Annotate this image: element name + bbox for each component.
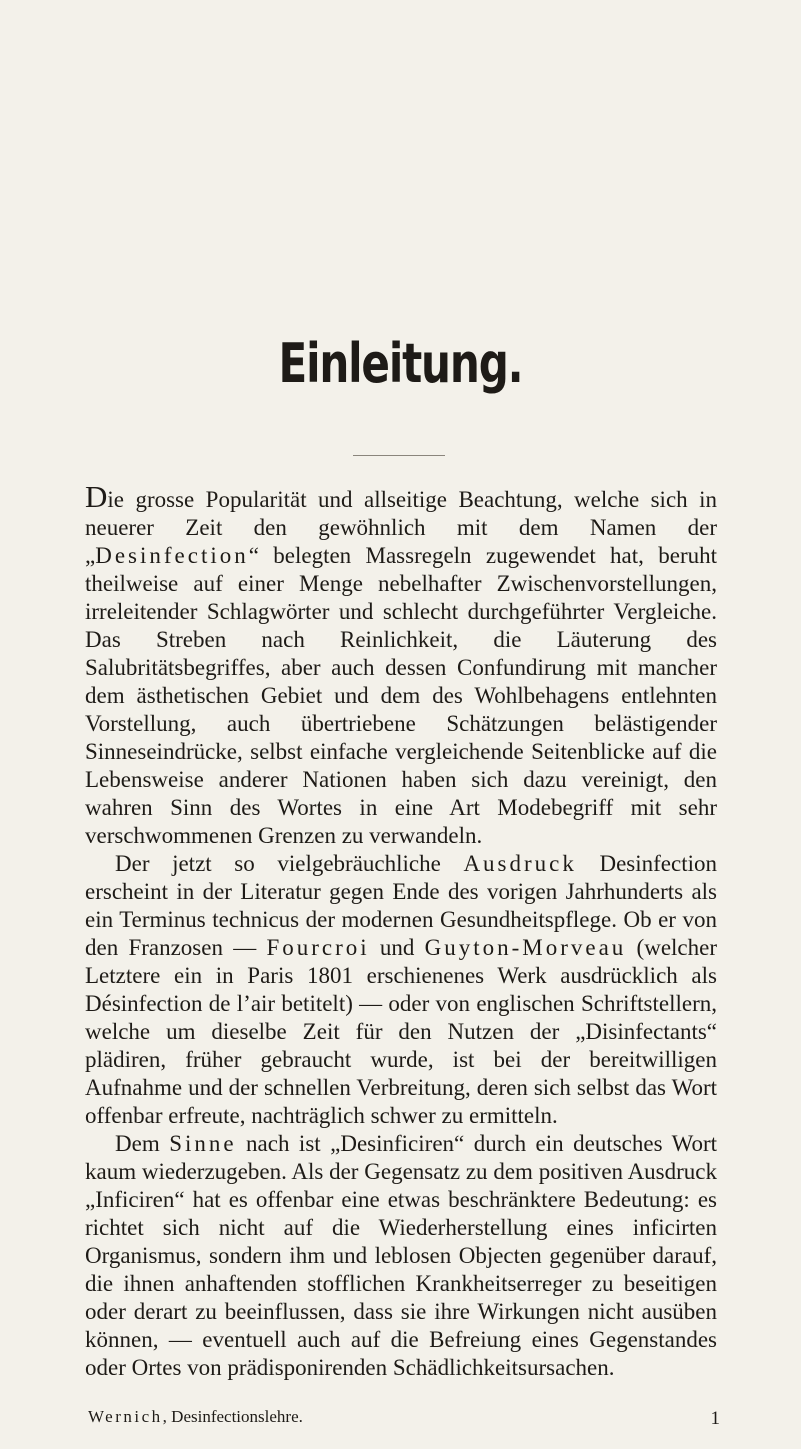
spaced-term: Sinne: [169, 1131, 237, 1156]
text-segment: (welcher Letztere ein in Paris 1801 erschienenes Werk ausdrücklich als Désinfection de l’air betitelt) — oder von englischen Schriftstellern, welche um dieselbe Zeit für den Nutzen der „Disinfectants“ plädiren, früher gebraucht wurde, ist bei der bereitwilligen Aufnahme und der schnellen Verbreitung, deren sich selbst das Wort offenbar erfreute, nachträglich schwer zu ermitteln.: [85, 935, 717, 1128]
text-segment: nach ist „Desinficiren“ durch ein deutsches Wort kaum wiederzugeben. Als der Gegensatz zu dem positiven Ausdruck „Inficiren“ hat es offenbar eine etwas beschränktere Bedeutung: es richtet sich nicht auf die Wiederherstellung eines inficirten Organismus, sondern ihm und leblosen Objecten gegenüber darauf, die ihnen anhaftenden stofflichen Krankheitserreger zu beseitigen oder derart zu beeinflussen, dass sie ihre Wirkungen nicht ausüben können, — eventuell auch auf die Befreiung eines Gegenstandes oder Ortes von prädisponirenden Schädlichkeitsursachen.: [85, 1131, 717, 1380]
footer-author: Wernich: [88, 1407, 163, 1426]
page-footer: [88, 1406, 720, 1428]
paragraph-3: [85, 1130, 717, 1382]
drop-initial: D: [85, 479, 108, 514]
text-segment: “ belegten Massregeln zugewendet hat, beruht theilweise auf einer Menge nebelhafter Zwischenvorstellungen, irreleitender Schlagwörter und schlecht durchgeführter Vergleiche. Das Streben nach Reinlichkeit, die Läuterung des Salubritätsbegriffes, aber auch dessen Confundirung mit mancher dem ästhetischen Gebiet und dem des Wohlbehagens entlehnten Vorstellung, auch übertriebene Schätzungen belästigender Sinneseindrücke, selbst einfache vergleichende Seitenblicke auf die Lebensweise anderer Nationen haben sich dazu vereinigt, den wahren Sinn des Wortes in eine Art Modebegriff mit sehr verschwommenen Grenzen zu verwandeln.: [85, 543, 717, 848]
spaced-name: Fourcroi: [266, 935, 370, 960]
spaced-name: Guyton-Morveau: [424, 935, 627, 960]
paragraph-2: [85, 850, 717, 1130]
text-segment: Der jetzt so vielgebräuchliche: [115, 851, 464, 876]
footer-work: , Desinfectionslehre.: [162, 1407, 303, 1426]
page-number: 1: [710, 1408, 720, 1429]
text-segment: Dem: [115, 1131, 170, 1156]
title-divider: [353, 455, 445, 456]
spaced-term: Desinfection: [95, 543, 249, 568]
text-segment: und: [369, 935, 425, 960]
chapter-title: Einleitung.: [278, 332, 523, 395]
text-segment: ie grosse Popularität und allseitige Beachtung, welche sich in neuerer Zeit den gewöhnlich mit dem Namen der „: [85, 487, 717, 568]
paragraph-1: [85, 479, 717, 850]
spaced-term: Ausdruck: [463, 851, 577, 876]
text-segment: Desinfection erscheint in der Literatur gegen Ende des vorigen Jahrhunderts als ein Terminus technicus der modernen Gesundheitspflege. Ob er von den Franzosen —: [85, 851, 717, 960]
body-text: [85, 479, 717, 1382]
